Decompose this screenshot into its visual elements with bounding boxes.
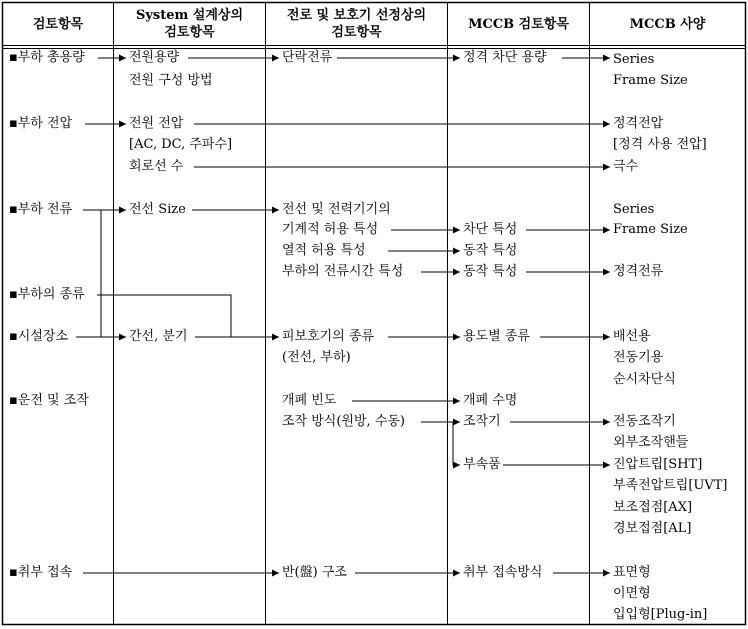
circuit-wire-equipment-2: 기계적 허용 특성 — [282, 222, 379, 237]
mccb-switching-life: 개폐 수명 — [463, 393, 518, 408]
item-load-capacity: ▪부하 총용량 — [9, 50, 85, 65]
spec-rated-use-voltage: [정격 사용 전압] — [613, 137, 707, 152]
mccb-accessories: 부속품 — [463, 457, 501, 472]
system-power-voltage: 전원 전압 — [129, 116, 184, 131]
circuit-operating-method: 조작 방식(원방, 수동) — [282, 414, 406, 429]
header-col-4: MCCB 검토항목 — [468, 17, 569, 32]
mccb-operating-char-1: 동작 특성 — [463, 243, 518, 258]
item-load-voltage: ▪부하 전압 — [9, 116, 73, 131]
header-col-2-line-2: 검토항목 — [164, 25, 215, 40]
spec-rated-current: 정격전류 — [613, 264, 664, 279]
item-connection: ▪취부 접속 — [9, 565, 73, 580]
header-col-3-line-1: 전로 및 보호기 선정상의 — [286, 8, 427, 23]
spec-frame-size-2: Frame Size — [613, 222, 688, 237]
spec-series-2: Series — [613, 202, 655, 217]
circuit-wire-load: (전선, 부하) — [282, 350, 351, 365]
circuit-switching-freq: 개폐 빈도 — [282, 393, 337, 408]
system-power-config: 전원 구성 방법 — [129, 73, 213, 88]
mccb-usage-type: 용도별 종류 — [463, 329, 530, 344]
spec-plugin-type: 입입형[Plug-in] — [613, 607, 708, 622]
circuit-load-current-time: 부하의 전류시간 특성 — [282, 264, 404, 279]
spec-alarm-contact: 경보접점[AL] — [613, 521, 692, 536]
system-ac-dc-freq: [AC, DC, 주파수] — [129, 137, 233, 152]
circuit-wire-equipment-1: 전선 및 전력기기의 — [282, 202, 391, 217]
spec-motor-operator: 전동조작기 — [613, 414, 676, 429]
connector-lines — [76, 58, 610, 573]
system-circuit-count: 회로선 수 — [129, 159, 184, 174]
system-power-capacity: 전원용량 — [129, 50, 180, 65]
spec-frame-size-1: Frame Size — [613, 73, 688, 88]
header-col-1: 검토항목 — [32, 17, 84, 32]
spec-front-type: 표면형 — [613, 565, 651, 580]
item-load-type: ▪부하의 종류 — [9, 287, 85, 302]
item-operation: ▪운전 및 조작 — [9, 393, 89, 408]
circuit-protector-type: 피보호기의 종류 — [282, 329, 375, 344]
circuit-short-current: 단락전류 — [282, 50, 333, 65]
mccb-rated-breaking: 정격 차단 용량 — [463, 50, 547, 65]
mccb-operator: 조작기 — [463, 414, 501, 429]
arrow-operator-to-accessories — [453, 422, 460, 465]
spec-aux-contact: 보조접점[AX] — [613, 500, 693, 515]
spec-rated-voltage: 정격전압 — [613, 116, 664, 131]
header-col-5: MCCB 사양 — [629, 17, 706, 32]
spec-wiring: 배선용 — [613, 329, 651, 344]
spec-external-handle: 외부조작핸들 — [613, 435, 689, 450]
header-col-2-line-1: System 설계상의 — [135, 8, 244, 23]
spec-poles: 극수 — [613, 159, 639, 174]
spec-rear-type: 이면형 — [613, 586, 651, 601]
circuit-thermal: 열적 허용 특성 — [282, 243, 366, 258]
mccb-mounting: 취부 접속방식 — [463, 565, 543, 580]
system-trunk-branch: 간선, 분기 — [129, 329, 188, 344]
spec-shunt-trip: 진압트립[SHT] — [613, 457, 703, 472]
spec-instant-trip: 순시차단식 — [613, 372, 676, 387]
item-install-place: ▪시설장소 — [9, 329, 69, 344]
item-load-current: ▪부하 전류 — [9, 202, 73, 217]
header-col-3-line-2: 검토항목 — [331, 25, 382, 40]
mccb-breaking-char: 차단 특성 — [463, 222, 518, 237]
system-wire-size: 전선 Size — [129, 202, 186, 217]
spec-undervoltage-trip: 부족전압트립[UVT] — [613, 478, 728, 493]
circuit-panel-structure: 반(盤) 구조 — [282, 565, 347, 580]
mccb-operating-char-2: 동작 특성 — [463, 264, 518, 279]
spec-motor: 전동기용 — [613, 350, 664, 365]
spec-series-1: Series — [613, 52, 655, 67]
